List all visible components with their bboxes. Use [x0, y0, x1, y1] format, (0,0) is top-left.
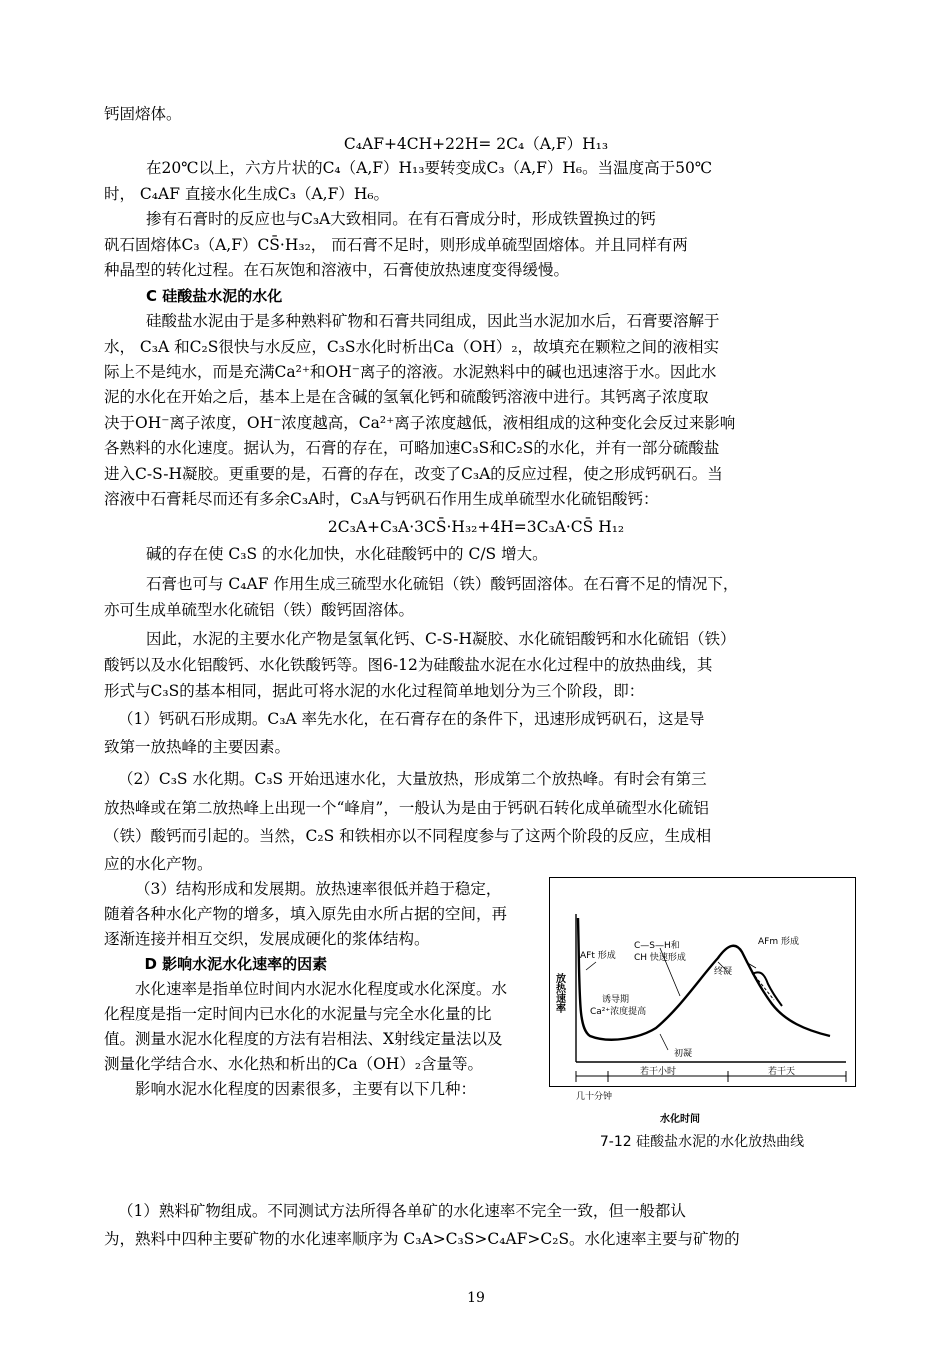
text-line: 碱的存在使 C₃S 的水化加快，水化硅酸钙中的 C/S 增大。: [146, 545, 548, 563]
text-line: 在20℃以上，六方片状的C₄（A,F）H₁₃要转变成C₃（A,F）H₆。当温度高于50℃: [146, 159, 713, 177]
text-line: 水， C₃A 和C₂S很快与水反应，C₃S水化时析出Ca（OH）₂，故填充在颗粒之间的液相实: [104, 338, 720, 356]
text-line: （铁）酸钙而引起的。当然，C₂S 和铁相亦以不同程度参与了这两个阶段的反应，生成相: [104, 827, 712, 845]
text-line: 形式与C₃S的基本相同，据此可将水泥的水化过程简单地划分为三个阶段，即：: [104, 682, 645, 700]
text-line: 际上不是纯水，而是充满Ca²⁺和OH⁻离子的溶液。水泥熟料中的碱也迅速溶于水。因此水: [104, 363, 717, 381]
label-minutes: 几十分钟: [576, 1092, 613, 1102]
text-line: 致第一放热峰的主要因素。: [104, 738, 291, 756]
heat-release-curve: [550, 878, 855, 1086]
label-aft: AFt 形成: [580, 951, 616, 961]
text-line: 因此，水泥的主要水化产物是氢氧化钙、C-S-H凝胶、水化硫铝酸钙和水化硫铝（铁）: [146, 630, 736, 648]
section-heading-c: C 硅酸盐水泥的水化: [146, 287, 283, 305]
equation: C₄AF+4CH+22H= 2C₄（A,F）H₁₃: [343, 135, 609, 153]
text-line: 应的水化产物。: [104, 855, 213, 873]
text-line: 石膏也可与 C₄AF 作用生成三硫型水化硫铝（铁）酸钙固溶体。在石膏不足的情况下，: [146, 575, 739, 593]
text-line: 时， C₄AF 直接水化生成C₃（A,F）H₆。: [104, 185, 390, 203]
figure-caption: 7-12 硅酸盐水泥的水化放热曲线: [599, 1134, 805, 1150]
text-line: （1）熟料矿物组成。不同测试方法所得各单矿的水化速率不完全一致，但一般都认: [118, 1202, 686, 1220]
label-afm: AFm 形成: [758, 937, 799, 947]
label-initial-set: 初凝: [674, 1049, 693, 1059]
label-csh: C—S—H和: [634, 941, 680, 951]
label-days: 若干天: [768, 1067, 796, 1077]
text-line: 进入C-S-H凝胶。更重要的是，石膏的存在，改变了C₃A的反应过程，使之形成钙矾石。当: [104, 465, 723, 483]
text-line: 种晶型的转化过程。在石灰饱和溶液中，石膏使放热速度变得缓慢。: [104, 261, 570, 279]
text-line: 钙固熔体。: [104, 105, 182, 123]
heat-release-figure: [549, 877, 856, 1087]
text-line: 矾石固熔体C₃（A,F）CS̄·H₃₂， 而石膏不足时，则形成单硫型固熔体。并且同样有两: [104, 236, 688, 254]
text-line: （1）钙矾石形成期。C₃A 率先水化，在石膏存在的条件下，迅速形成钙矾石，这是导: [118, 710, 705, 728]
page-number: 19: [467, 1290, 485, 1306]
label-induction: Ca²⁺浓度提高: [590, 1007, 647, 1017]
x-axis-label: 水化时间: [660, 1114, 700, 1125]
section-heading-d: D 影响水泥水化速率的因素: [144, 955, 328, 973]
text-line: 放热峰或在第二放热峰上出现一个“峰肩”，一般认为是由于钙矾石转化成单硫型水化硫铝: [104, 799, 709, 817]
text-line: 酸钙以及水化铝酸钙、水化铁酸钙等。图6-12为硅酸盐水泥在水化过程中的放热曲线，其: [104, 656, 713, 674]
paragraph: （3）结构形成和发展期。放热速率很低并趋于稳定，随着各种水化产物的增多，填入原先由水所占据的空间，再逐渐连接并相互交织，发展成硬化的浆体结构。: [104, 880, 508, 948]
text-line: 硅酸盐水泥由于是多种熟料矿物和石膏共同组成，因此当水泥加水后，石膏要溶解于: [146, 312, 720, 330]
text-line: （2）C₃S 水化期。C₃S 开始迅速水化，大量放热，形成第二个放热峰。有时会有第三: [118, 770, 707, 788]
text-column: [104, 877, 512, 1102]
text-line: 溶液中石膏耗尽而还有多余C₃A时，C₃A与钙矾石作用生成单硫型水化硫铝酸钙：: [104, 490, 659, 508]
paragraph: 影响水泥水化程度的因素很多，主要有以下几种：: [135, 1080, 477, 1098]
text-line: 决于OH⁻离子浓度，OH⁻浓度越高，Ca²⁺离子浓度越低，液相组成的这种变化会反过来影响: [104, 414, 736, 432]
text-line: 亦可生成单硫型水化硫铝（铁）酸钙固溶体。: [104, 601, 415, 619]
label-csh: CH 快速形成: [634, 953, 686, 963]
paragraph: 水化速率是指单位时间内水泥水化程度或水化深度。水化程度是指一定时间内已水化的水泥量与完全水化量的比值。测量水泥水化程度的方法有岩相法、X射线定量法以及测量化学结合水、水化热和析出的Ca（OH）₂含量等。: [104, 980, 508, 1073]
label-final-set: 终凝: [714, 967, 733, 977]
label-hours: 若干小时: [640, 1067, 677, 1077]
y-axis-label: 放热速率: [553, 973, 565, 1013]
text-line: 各熟料的水化速度。据认为，石膏的存在，可略加速C₃S和C₂S的水化，并有一部分硫酸盐: [104, 439, 720, 457]
text-line: 为，熟料中四种主要矿物的水化速率顺序为 C₃A>C₃S>C₄AF>C₂S。水化速率主要与矿物的: [104, 1230, 740, 1248]
text-line: 掺有石膏时的反应也与C₃A大致相同。在有石膏成分时，形成铁置换过的钙: [146, 210, 656, 228]
text-line: 泥的水化在开始之后，基本上是在含碱的氢氧化钙和硫酸钙溶液中进行。其钙离子浓度取: [104, 388, 709, 406]
equation: 2C₃A+C₃A·3CS̄·H₃₂+4H=3C₃A·CS̄ H₁₂: [327, 518, 625, 536]
label-induction: 诱导期: [602, 995, 630, 1005]
